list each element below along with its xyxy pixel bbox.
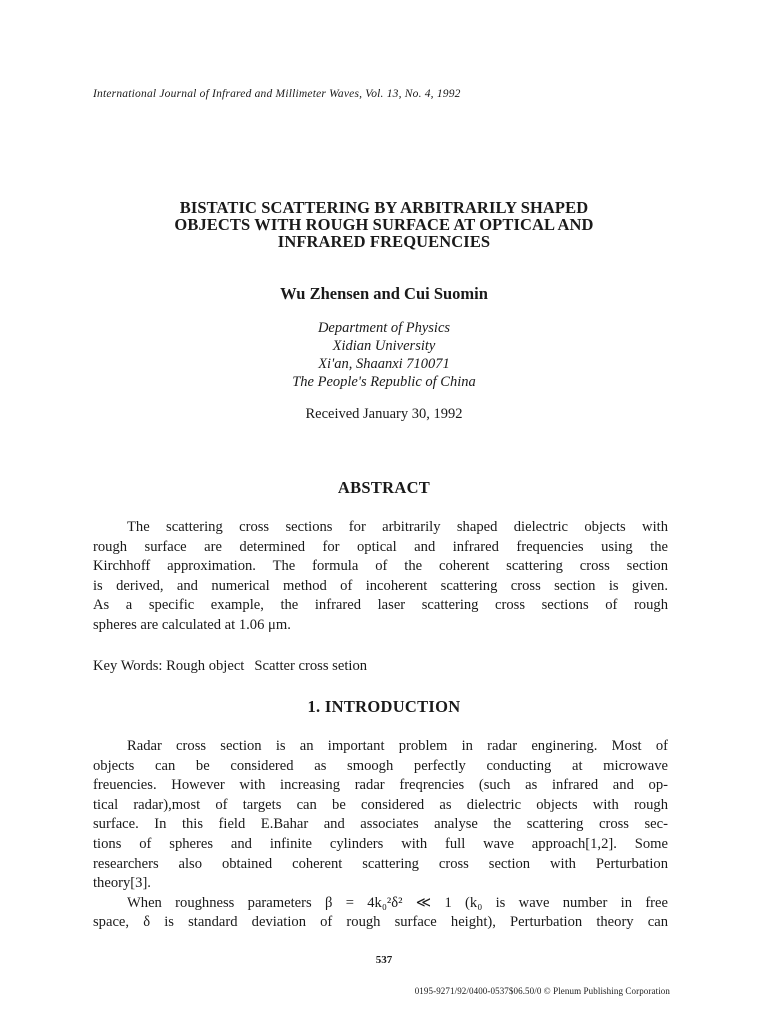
copyright-footer: 0195-9271/92/0400-0537$06.50/0 © Plenum Publishing Corporation bbox=[414, 986, 670, 996]
abstract-line: The scattering cross sections for arbitrarily shaped dielectric objects with bbox=[127, 519, 668, 535]
intro-line: Radar cross section is an important problem in radar enginering. Most of bbox=[127, 738, 668, 754]
abstract-line: As a specific example, the infrared laser scattering cross sections of rough bbox=[93, 597, 668, 614]
received-date: Received January 30, 1992 bbox=[305, 406, 463, 422]
abstract-body bbox=[93, 518, 668, 636]
affiliation-city: Xi'an, Shaanxi 710071 bbox=[318, 356, 450, 372]
title-line: INFRARED FREQUENCIES bbox=[277, 232, 491, 251]
affiliation-university: Xidian University bbox=[332, 338, 436, 354]
abstract-line: is derived, and numerical method of incoherent scattering cross section is given. bbox=[93, 577, 668, 594]
affiliation-department: Department of Physics bbox=[317, 320, 451, 336]
introduction-body bbox=[93, 737, 668, 933]
introduction-heading: 1. INTRODUCTION bbox=[307, 697, 461, 716]
intro-line: tions of spheres and infinite cylinders with full wave approach[1,2]. Some bbox=[93, 835, 668, 852]
keyword-term: Scatter cross setion bbox=[254, 658, 368, 674]
intro-line: researchers also obtained coherent scattering cross section with Perturbation bbox=[93, 855, 668, 872]
intro-line: freuencies. However with increasing radar freqrencies (such as infrared and op- bbox=[93, 777, 668, 794]
paper-title bbox=[90, 199, 678, 250]
page-number: 537 bbox=[375, 954, 393, 966]
keywords-label: Key Words: Rough object bbox=[93, 658, 245, 674]
abstract-line: Kirchhoff approximation. The formula of the coherent scattering cross section bbox=[93, 558, 668, 575]
abstract-line: spheres are calculated at 1.06 μm. bbox=[93, 616, 291, 633]
intro-line: surface. In this field E.Bahar and associates analyse the scattering cross sec- bbox=[93, 816, 668, 833]
title-line: OBJECTS WITH ROUGH SURFACE AT OPTICAL AND bbox=[174, 215, 594, 234]
abstract-line: rough surface are determined for optical and infrared frequencies using the bbox=[93, 538, 668, 555]
affiliation bbox=[90, 319, 678, 391]
intro-line: tical radar),most of targets can be considered as dielectric objects with rough bbox=[93, 796, 668, 813]
keywords bbox=[93, 658, 367, 675]
intro-line: When roughness parameters β = 4k₀²δ² ≪ 1 (k₀ is wave number in free bbox=[127, 894, 668, 911]
affiliation-country: The People's Republic of China bbox=[292, 374, 476, 390]
journal-citation: International Journal of Infrared and Millimeter Waves, Vol. 13, No. 4, 1992 bbox=[93, 88, 461, 100]
title-line: BISTATIC SCATTERING BY ARBITRARILY SHAPED bbox=[179, 198, 589, 217]
abstract-heading: ABSTRACT bbox=[337, 478, 431, 497]
intro-line: theory[3]. bbox=[93, 875, 151, 892]
intro-line: space, δ is standard deviation of rough surface height), Perturbation theory can bbox=[93, 914, 668, 931]
authors: Wu Zhensen and Cui Suomin bbox=[280, 284, 488, 303]
intro-line: objects can be considered as smoogh perfectly conducting at microwave bbox=[93, 757, 668, 774]
